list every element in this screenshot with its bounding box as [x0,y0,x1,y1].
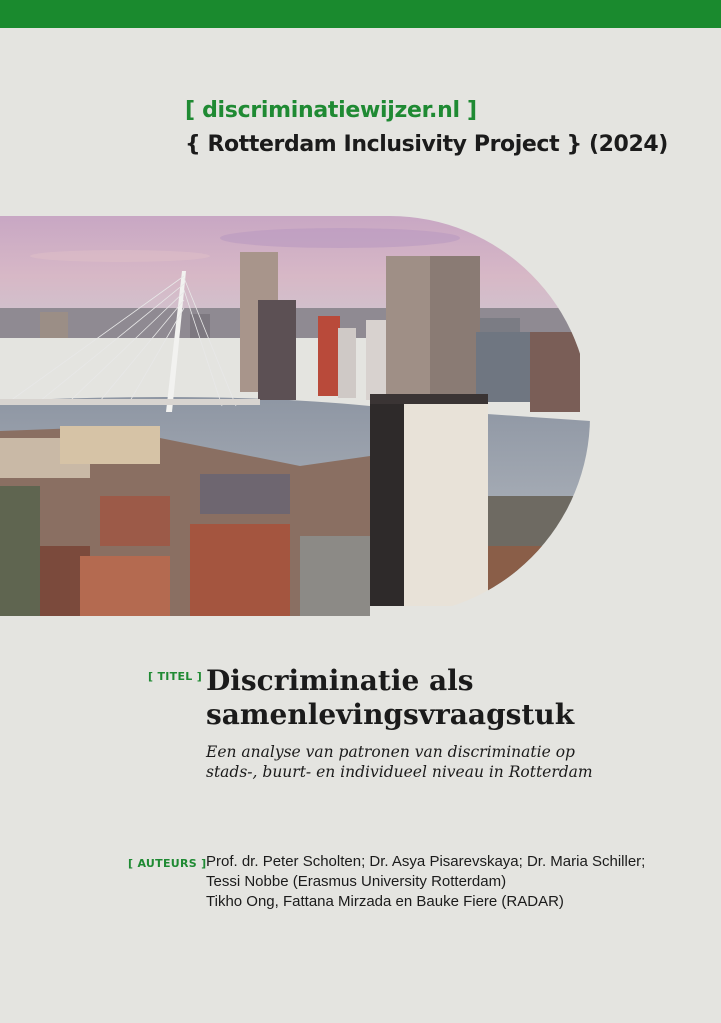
authors-line: Tessi Nobbe (Erasmus University Rotterdam) [206,873,507,890]
project-name: { Rotterdam Inclusivity Project } (2024) [185,132,668,157]
authors-line: Tikho Ong, Fattana Mirzada en Bauke Fiere (RADAR) [206,893,564,910]
document-title: Discriminatie als samenlevingsvraagstuk [206,664,575,731]
document-subtitle: Een analyse van patronen van discriminatie op stads-, buurt- en individueel niveau in Rotterdam [206,743,593,781]
authors-line: Prof. dr. Peter Scholten; Dr. Asya Pisarevskaya; Dr. Maria Schiller; [206,853,646,870]
top-green-bar [0,0,721,28]
authors-list [206,852,646,912]
authors-label: [ AUTEURS ] [128,857,207,870]
cover-photo [0,216,590,616]
site-name: [ discriminatiewijzer.nl ] [185,98,477,123]
header [185,96,668,160]
title-label: [ TITEL ] [148,670,203,683]
